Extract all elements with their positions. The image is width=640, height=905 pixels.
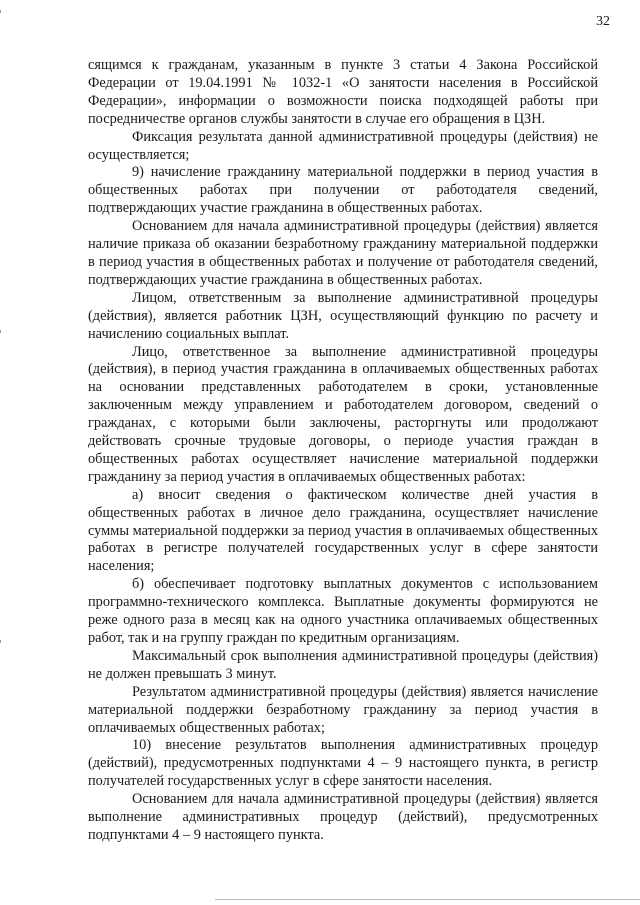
scan-edge-line bbox=[215, 899, 640, 900]
paragraph: Лицо, ответственное за выполнение административной процедуры (действия), в период участия гражданина в оплачиваемых общественных работах на основании представленных работодателем в сроки, установленные заключенным между управлением и работодателем договором, сведений о гражданах, с которыми были заключены, расторгнуты или продолжают действовать срочные трудовые договоры, о периоде участия граждан в общественных работах осуществляет начисление материальной поддержки гражданину за период участия в оплачиваемых общественных работах: bbox=[88, 343, 598, 485]
paragraph-item-10: 10) внесение результатов выполнения административных процедур (действий), предусмотренных подпунктами 4 – 9 настоящего пункта, в регистр получателей государственных услуг в сфере занятости населения. bbox=[88, 737, 598, 790]
paragraph: Фиксация результата данной административной процедуры (действия) не осуществляется; bbox=[88, 128, 598, 163]
paragraph-continuation: сящимся к гражданам, указанным в пункте 3 статьи 4 Закона Российской Федерации от 19.04.1991 № 1032-1 «О занятости населения в Российской Федерации», информации о возможности поиска подходящей работы при посредничестве органов службы занятости в случае его обращения в ЦЗН. bbox=[88, 57, 598, 127]
paragraph: Результатом административной процедуры (действия) является начисление материальной поддержки безработному гражданину за период участия в оплачиваемых общественных работах; bbox=[88, 683, 598, 736]
paragraph: Лицом, ответственным за выполнение административной процедуры (действия), является работник ЦЗН, осуществляющий функцию по расчету и начислению социальных выплат. bbox=[88, 289, 598, 342]
document-body bbox=[88, 57, 598, 845]
scan-artifact bbox=[0, 10, 1, 13]
paragraph-item-9: 9) начисление гражданину материальной поддержки в период участия в общественных работах при получении от работодателя сведений, подтверждающих участие гражданина в общественных работах. bbox=[88, 164, 598, 217]
paragraph-subitem-a: а) вносит сведения о фактическом количестве дней участия в общественных работах в личное дело гражданина, осуществляет начисление суммы материальной поддержки за период участия в оплачиваемых общественных работах в регистре получателей государственных услуг в сфере занятости населения; bbox=[88, 486, 598, 575]
paragraph: Максимальный срок выполнения административной процедуры (действия) не должен превышать 3 минут. bbox=[88, 647, 598, 682]
paragraph: Основанием для начала административной процедуры (действия) является наличие приказа об оказании безработному гражданину материальной поддержки в период участия в общественных работах и получение от работодателя сведений, подтверждающих участие гражданина в общественных работах. bbox=[88, 218, 598, 288]
scan-artifact bbox=[0, 330, 1, 333]
scan-artifact bbox=[0, 640, 1, 643]
page-number: 32 bbox=[596, 14, 610, 29]
paragraph: Основанием для начала административной процедуры (действия) является выполнение административных процедур (действий), предусмотренных подпунктами 4 – 9 настоящего пункта. bbox=[88, 791, 598, 843]
paragraph-subitem-b: б) обеспечивает подготовку выплатных документов с использованием программно-технического комплекса. Выплатные документы формируются не реже одного раза в месяц как на одного участника оплачиваемых общественных работ, так и на группу граждан по кредитным организациям. bbox=[88, 576, 598, 646]
